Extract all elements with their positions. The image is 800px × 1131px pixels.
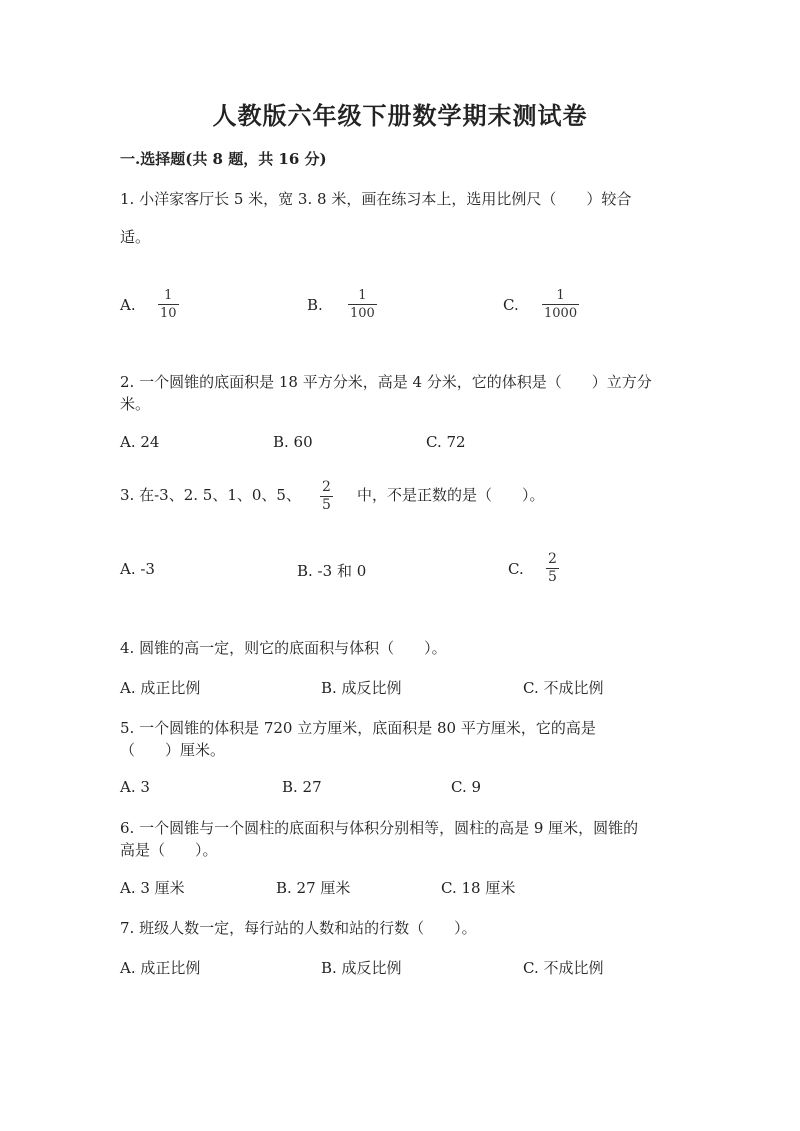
q7-option-b: B. 成反比例 — [321, 959, 402, 977]
question-1-text-cont: 适。 — [120, 228, 151, 246]
q5-option-c: C. 9 — [451, 778, 482, 796]
q6-option-b: B. 27 厘米 — [276, 879, 351, 897]
q1-option-b-fraction — [348, 288, 377, 321]
q2-option-b: B. 60 — [273, 433, 313, 451]
question-6-text: 6. 一个圆锥与一个圆柱的底面积与体积分别相等，圆柱的高是 9 厘米，圆锥的 — [120, 819, 639, 837]
fraction-numerator: 1 — [164, 288, 173, 303]
fraction-numerator: 1 — [358, 288, 367, 303]
question-5-text: 5. 一个圆锥的体积是 720 立方厘米，底面积是 80 平方厘米，它的高是 — [120, 719, 596, 737]
q3-option-a: A. -3 — [120, 560, 155, 578]
question-1-text: 1. 小洋家客厅长 5 米，宽 3. 8 米，画在练习本上，选用比例尺（ ）较合 — [120, 190, 632, 208]
q4-option-c: C. 不成比例 — [523, 679, 604, 697]
question-2-text: 2. 一个圆锥的底面积是 18 平方分米，高是 4 分米，它的体积是（ ）立方分 — [120, 373, 652, 391]
question-4-text: 4. 圆锥的高一定，则它的底面积与体积（ ）。 — [120, 639, 447, 657]
question-7-text: 7. 班级人数一定，每行站的人数和站的行数（ ）。 — [120, 919, 477, 937]
question-6-text-cont: 高是（ ）。 — [120, 841, 218, 859]
question-2-text-cont: 米。 — [120, 395, 151, 413]
q1-option-b-label: B. — [307, 296, 323, 314]
fraction-bar — [542, 304, 579, 305]
q3-option-c-fraction — [546, 552, 559, 585]
q5-option-a: A. 3 — [120, 778, 150, 796]
q2-option-a: A. 24 — [120, 433, 160, 451]
page-title: 人教版六年级下册数学期末测试卷 — [212, 101, 588, 130]
fraction-numerator: 2 — [322, 479, 331, 495]
q3-option-c-label: C. — [508, 560, 524, 578]
fraction-denominator: 100 — [350, 306, 375, 321]
fraction-numerator: 1 — [556, 288, 565, 303]
section-heading: 一.选择题(共 8 题，共 16 分) — [120, 150, 327, 168]
q6-option-a: A. 3 厘米 — [120, 879, 185, 897]
q2-option-c: C. 72 — [426, 433, 466, 451]
fraction-denominator: 5 — [322, 497, 331, 513]
fraction-numerator: 2 — [548, 551, 557, 567]
fraction-bar — [348, 304, 377, 305]
fraction-bar — [158, 304, 179, 305]
q5-option-b: B. 27 — [282, 778, 322, 796]
question-3-text-cont: 中，不是正数的是（ ）。 — [357, 486, 545, 504]
question-3-text: 3. 在-3、2. 5、1、0、5、 — [120, 486, 301, 504]
q6-option-c: C. 18 厘米 — [441, 879, 516, 897]
q4-option-b: B. 成反比例 — [321, 679, 402, 697]
q1-option-c-label: C. — [503, 296, 519, 314]
q3-option-b: B. -3 和 0 — [297, 562, 367, 580]
q1-option-c-fraction — [542, 288, 579, 321]
q3-fraction — [320, 480, 333, 513]
q4-option-a: A. 成正比例 — [120, 679, 201, 697]
fraction-denominator: 1000 — [544, 306, 578, 321]
q7-option-a: A. 成正比例 — [120, 959, 201, 977]
fraction-denominator: 5 — [548, 569, 557, 585]
fraction-denominator: 10 — [160, 306, 177, 321]
q1-option-a-fraction — [158, 288, 179, 321]
q7-option-c: C. 不成比例 — [523, 959, 604, 977]
question-5-text-cont: （ ）厘米。 — [120, 741, 226, 759]
q1-option-a-label: A. — [120, 296, 136, 314]
